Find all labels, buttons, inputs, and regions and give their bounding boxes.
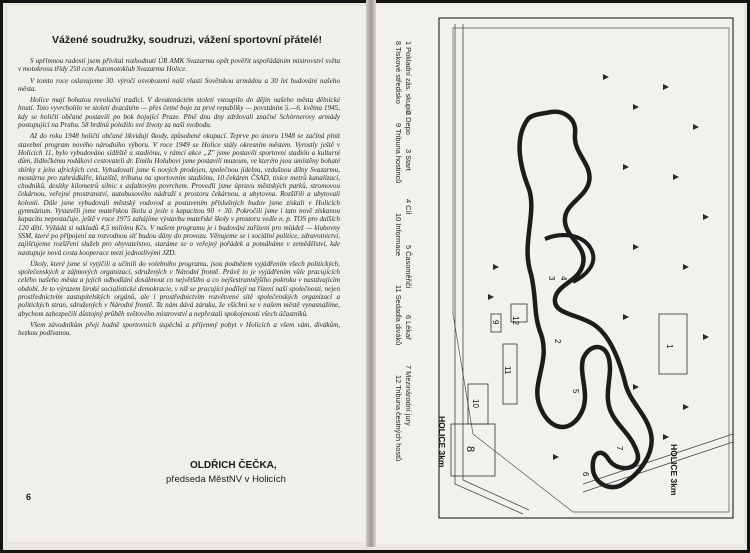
marker-5: 5 xyxy=(571,389,580,394)
page-heading: Vážené soudružky, soudruzi, vážení sportovní přátelé! xyxy=(52,34,322,46)
page-number: 6 xyxy=(26,492,32,502)
legend-item: 2 Depo xyxy=(404,111,413,135)
circuit-map xyxy=(433,14,739,522)
marker-10: 10 xyxy=(471,399,480,408)
paragraph-5: Úkoly, které jsme si vytýčili a učinili do volebního programu, jsou podnětem vyjádřením všech politických, společenských a zájmových organizací, sdružených v Národní frontě. Právě to je vyjádřením vůle pracujících celého našeho města a jejich odhodlání dosáhnout co největšího a co nejšestrannějšího pokroku v nastávajícím období. Je to výrazem široké socialistické demokracie, v níž se pracující podílejí na řízení naší společnosti, nejen prostřednictvím zastupitelských orgánů, ale i prostřednictvím rozvětvené sítě společenských organizací a politických stran, sdružených v Národní frontě. Ta nám dává záruku, že všichni se v našem městě vynasnažíme, abychom zabezpečili důstojný průběh světového mistrovství a nepřestali spokojenosti všech účastníků. xyxy=(18,259,340,318)
marker-2: 2 xyxy=(553,339,562,344)
paragraph-4: Až do roku 1948 holičtí občané likvidují škody, způsobené okupací. Teprve po únoru 1948 se začíná plnit stavební program nového národního výboru. V roce 1949 se Holice stály okresním městem. Vyrostly ještě v Holicích 11, bylo vybudováno sídliště u stadiónu, v rámci akce „Z" jsme postavili sportovní stadión a kulturní dům, židlečkému rodákovi cestovateli dr. Emilu Holubovi jsme postavili muzeum, ve kterém jsou umístěny bohaté sbírky z jeho afrických cest. Vybudovali jsme 6 nových prodejen, společnou jídelnu, vzdušnou dílny Svazarmu, mostárnu pro zahrádkáře, kluziště, tribunu na sportovním stadiónu, 10 čekáren ČSAD, tisíce metrů kanalizací, chodníků, desítky kilometrů silnic s asfaltovým povrchem. Provedli jsme úpravu městských parků, stromovou čekárnou, veřejné prostranství, autobusového nádraží s prostoru čekárnou, a ubytovna. Rozšířili a ubytovali kolonii. Dále jsme vybudovali městský vodovod a postavením příslušných budov jsme získali v Holicích gymnázium. Vystavěli jsme mateřskou školu a jesle s kapacitou 90 + 30. Pokročili jsme i tato nově získanou kapacitu nepostačuje, ještě v roce 1975 zahájíme výstavbu mateřské školy v prostoru vedle n. p. TOS pro dalších 120 dětí. Výžádá si nákladů 4,5 miliónu Kčs. V našem programu je i budování zařízení pro mládež — klubovny SSM, které po připojení na rozvodnou síť budou dány do provozu. Věnujeme se i sociální politice, zdravotnictví, zajišťujeme rozšíření služeb pro obyvatelstvo, staráme se o veřejný pořádek a pomáháme v zemědělství, kde nastupuje nová cesta kooperace mezi jednotlivými JZD. xyxy=(18,132,340,257)
marker-3: 3 xyxy=(547,276,556,281)
road-label-left: HOLICE 3km xyxy=(437,416,447,468)
map-frame xyxy=(439,18,733,518)
signature-role: předseda MěstNV v Holicích xyxy=(166,474,286,485)
road-label-right: HOLICE 3km xyxy=(669,444,679,496)
legend-item: 1 Pokladní zás. skupin xyxy=(404,41,413,115)
paragraph-6: Všem závodníkům přeji hodně sportovních úspěchů a příjemný pobyt v Holicích a všem vám, divákům, hezkou podívanou. xyxy=(18,320,340,338)
map-legend xyxy=(394,41,423,511)
book-gutter xyxy=(366,0,376,547)
legend-item xyxy=(393,275,403,285)
legend-item: 3 Start xyxy=(404,149,413,171)
legend-item: 9 Tribuna hostinců xyxy=(394,123,403,184)
marker-4: 4 xyxy=(559,276,568,281)
paragraph-3: Holice mají bohatou revoluční tradici. V devatenáctém století vstoupilo do dějin našeho města dělnické hnutí. Toto vyvrcholilo ve století dvacátém — přes četné boje za prvé republiky — povstáním 5.—6. května 1945, kdy se holičtí občané postavili po bok bojující Praze. Plně dnu dny zdržovali značné Schörnerovy armády postupující na Prahu. 58 hrdinů položilo své životy za naši svobodu. xyxy=(18,96,340,130)
signature-name: OLDŘICH ČEČKA, xyxy=(190,460,277,471)
legend-row-2 xyxy=(393,41,403,511)
legend-item: 5 Časoměřiči xyxy=(404,245,413,289)
legend-item: 11 Sedadla diváků xyxy=(394,285,403,346)
legend-item: 12 Tribuna čestných hostů xyxy=(394,375,403,462)
marker-11: 11 xyxy=(503,366,512,375)
track-spur xyxy=(545,235,593,282)
paragraph-2: V tomto roce oslavujeme 30. výročí osvobození naší vlasti Sovětskou armádou a 30 let budování našeho města. xyxy=(18,76,340,93)
legend-item: 10 Informace xyxy=(394,213,403,257)
marker-8: 8 xyxy=(464,446,476,453)
main-road xyxy=(455,24,523,514)
legend-row-1 xyxy=(403,41,413,511)
marker-6: 6 xyxy=(581,472,590,477)
race-track xyxy=(520,112,652,487)
marker-12: 12 xyxy=(511,316,520,325)
legend-item: 6 Lékař xyxy=(404,315,413,340)
marker-1: 1 xyxy=(665,344,674,349)
paragraph-1: S upřímnou radostí jsem přivítal rozhodnutí ÚR AMK Svazarmu opět pověřit uspořádáním mistrovství světa v motokrosu třídy 250 ccm Automotoklub Svazarmu Holice. xyxy=(18,57,340,74)
marker-9: 9 xyxy=(491,320,500,325)
legend-item: 8 Tiskové středisko xyxy=(394,41,403,104)
welcome-letter xyxy=(18,57,340,341)
legend-item: 7 Mezinárodní jury xyxy=(404,365,413,426)
side-road xyxy=(583,434,733,484)
legend-item: 4 Cíl xyxy=(404,199,413,215)
marker-7: 7 xyxy=(615,446,624,451)
